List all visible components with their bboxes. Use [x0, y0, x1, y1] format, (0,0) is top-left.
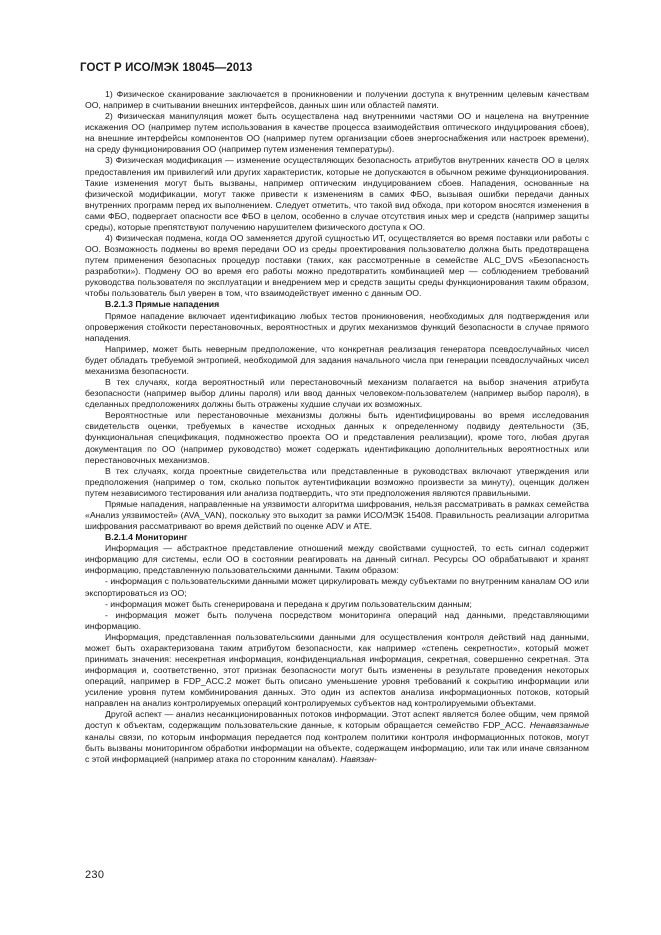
paragraph-physical-substitution: 4) Физическая подмена, когда ОО заменяется другой сущностью ИТ, осуществляется во время поставки или работы с ОО. Возможность подмены во время передачи ОО из среды проектирования пользователю должна быть предотвращена путем применения безопасных процедур поставки (таких, как рассмотренные в семействе ALC_DVS «Безопасность разработки»). Подмену ОО во время его работы можно предотвратить комбинацией мер — соблюдением требований руководства пользователя по эксплуатации и внедрением мер и средств защиты среды функционирования таким образом, чтобы пользователь был уверен в том, что взаимодействует именно с данным ОО. [85, 233, 589, 299]
paragraph-physical-modification: 3) Физическая модификация — изменение осуществляющих безопасность атрибутов внутренних качеств ОО в целях предоставления им привилегий или других характеристик, которые не допускаются в обычном режиме функционирования. Такие изменения могут быть вызваны, например оптическим индуцированием сбоев. Нападения, основанные на физической модификации, могут также привести к изменениям в самих ФБО, вызывая ошибки передачи данных внутренних программ перед их выполнением. Следует отметить, что такой вид обхода, при котором вносятся изменения в сами ФБО, подвергает опасности все ФБО в целом, особенно в случае отсутствия иных мер и средств (например защиты среды), которые препятствуют получению нарушителем физического доступа к ОО. [85, 155, 589, 232]
page-number: 230 [85, 869, 105, 881]
paragraph-text: каналы связи, по которым информация передается под контролем политики контроля информационных потоков, могут быть вызваны мониторингом обработки информации на объекте, содержащем информацию, или так или иначе связанном с этой информацией (например атака по сторонним каналам). [85, 731, 589, 764]
paragraph: Вероятностные или перестановочные механизмы должны быть идентифицированы во время исследования свидетельств оценки, требуемых в качестве исходных данных к определенному подвиду деятельности (ЗБ, функциональная спецификация, подмножество проекта ОО и представления реализации), кроме того, любая другая документация по ОО (например руководство) может содержать идентификацию дополнительных вероятностных или перестановочных механизмов. [85, 410, 589, 465]
document-body [85, 89, 589, 765]
document-header: ГОСТ Р ИСО/МЭК 18045—2013 [80, 62, 253, 74]
paragraph-unauthorized-flows [85, 709, 589, 764]
paragraph: Информация — абстрактное представление отношений между свойствами сущностей, то есть сигнал содержит информацию для системы, если ОО в состоянии реагировать на данный сигнал. Ресурсы ОО обрабатывают и хранят информацию, представленную пользовательскими данными. Таким образом: [85, 543, 589, 576]
paragraph: Прямое нападение включает идентификацию любых тестов проникновения, необходимых для подтверждения или опровержения стойкости перестановочных, вероятностных и других механизмов функций безопасности в случае прямого нападения. [85, 310, 589, 343]
list-item: - информация с пользовательскими данными может циркулировать между субъектами по внутренним каналам ОО или экспортироваться из ОО; [85, 576, 589, 598]
section-heading-direct-attacks: B.2.1.3 Прямые нападения [105, 299, 220, 310]
italic-term: Ненавязанные [529, 720, 589, 731]
paragraph: Например, может быть неверным предположение, что конкретная реализация генератора псевдослучайных чисел будет обладать требуемой энтропией, необходимой для задания начального числа при генерации псевдослучайных чисел механизма безопасности. [85, 343, 589, 376]
section-heading-monitoring: B.2.1.4 Мониторинг [105, 532, 188, 543]
list-item: - информация может быть получена посредством мониторинга операций над данными, представляющими информацию. [85, 609, 589, 631]
paragraph: В тех случаях, когда проектные свидетельства или представленные в руководствах включают утверждения или предположения (например о том, сколько попыток аутентификации возможно произвести за минуту), оценщик должен путем независимого тестирования или анализа подтвердить, что эти предположения являются правильными. [85, 465, 589, 498]
paragraph: В тех случаях, когда вероятностный или перестановочный механизм полагается на выбор значения атрибута безопасности (например выбор длины пароля) или ввод данных человеком-пользователем (например выбор пароля), в сделанных предположениях должны быть отражены худшие случаи их возможных. [85, 377, 589, 410]
paragraph: Прямые нападения, направленные на уязвимости алгоритма шифрования, нельзя рассматривать в рамках семейства «Анализ уязвимостей» (AVA_VAN), поскольку это выходит за рамки ИСО/МЭК 15408. Правильность реализации алгоритма шифрования рассматривают во время действий по оценке ADV и ATE. [85, 498, 589, 532]
paragraph-physical-scanning: 1) Физическое сканирование заключается в проникновении и получении доступа к внутренним целевым качествам ОО, например в считывании внешних интерфейсов, данных шин или областей памяти. [85, 89, 589, 111]
italic-term: Навязан- [340, 753, 377, 764]
paragraph-text: Другой аспект — анализ несанкционированных потоков информации. Этот аспект является более общим, чем прямой доступ к объектам, содержащим пользовательские данные, к которым обращается семейство FDP_ACC. [85, 709, 589, 731]
paragraph-physical-manipulation: 2) Физическая манипуляция может быть осуществлена над внутренними частями ОО и нацелена на внутренние искажения ОО (например путем использования в качестве процесса взаимодействия оптического индуцирования сбоев), на внешние интерфейсы компонентов ОО (например путем организации сбоев энергоснабжения или настроек времени), на среду функционирования ОО (например путем изменения температуры). [85, 111, 589, 155]
list-item: - информация может быть сгенерирована и передана к другим пользовательским данным; [105, 598, 472, 609]
paragraph: Информация, представленная пользовательскими данными для осуществления контроля действий над данными, может быть охарактеризована таким атрибутом безопасности, как например «степень секретности», который может принимать значения: несекретная информация, конфиденциальная информация, секретная, совершенно секретная. Эта информация и, соответственно, этот признак безопасности могут быть изменены в результате проведения некоторых операций, например в FDP_ACC.2 может быть описано уменьшение уровня требований к сокрытию информации или усиление уровня путем комбинирования данных. Это один из аспектов анализа информационных потоков, который направлен на анализ контролируемых операций контролируемых субъектов над контролируемыми объектами. [85, 631, 589, 709]
